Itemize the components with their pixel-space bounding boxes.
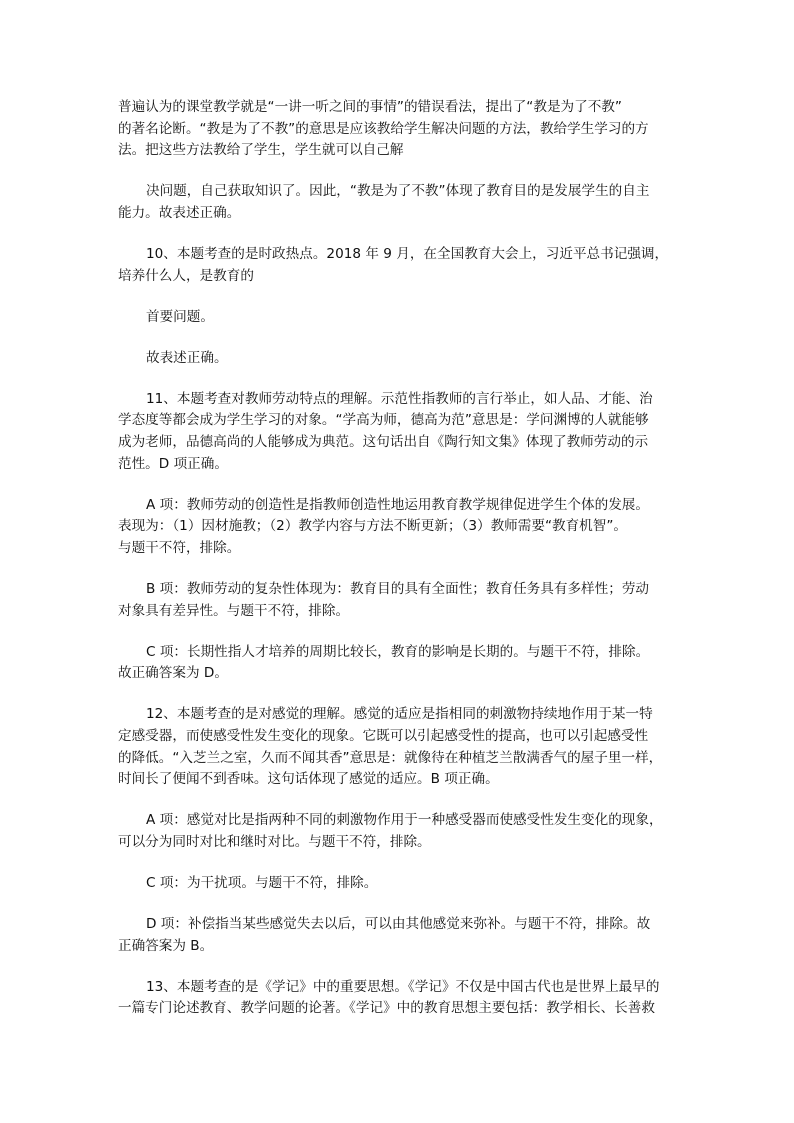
text-line: 正确答案为 B。 (118, 937, 214, 954)
text-line: 首要问题。 (146, 308, 214, 325)
text-line: 故表述正确。 (146, 349, 228, 366)
text-line: 可以分为同时对比和继时对比。与题干不符，排除。 (118, 833, 431, 850)
paragraph (118, 704, 688, 790)
paragraph (118, 307, 688, 329)
text-line: 学态度等都会成为学生学习的对象。“学高为师，德高为范”意思是：学问渊博的人就能够 (118, 412, 649, 429)
text-line: A 项：教师劳动的创造性是指教师创造性地运用教育教学规律促进学生个体的发展。 (146, 496, 649, 513)
text-line: 能力。故表述正确。 (118, 204, 241, 221)
text-line: 的降低。“入芝兰之室，久而不闻其香”意思是：就像待在种植芝兰散满香气的屋子里一样， (118, 749, 663, 766)
text-line: 12、本题考查的是对感觉的理解。感觉的适应是指相同的刺激物持续地作用于某一特 (146, 706, 653, 723)
text-line: 时间长了便闻不到香味。这句话体现了感觉的适应。B 项正确。 (118, 771, 499, 788)
text-line: 范性。D 项正确。 (118, 455, 228, 472)
text-line: C 项：长期性指人才培养的周期比较长，教育的影响是长期的。与题干不符，排除。 (146, 643, 650, 660)
text-line: 法。把这些方法教给了学生，学生就可以自己解 (118, 142, 404, 159)
paragraph (118, 642, 688, 685)
text-line: 故正确答案为 D。 (118, 665, 228, 682)
text-line: 一篇专门论述教育、教学问题的论著。《学记》中的教育思想主要包括：教学相长、长善救 (118, 1000, 655, 1017)
text-line: 的著名论断。“教是为了不教”的意思是应该教给学生解决问题的方法，教给学生学习的方 (118, 120, 649, 137)
text-line: 决问题，自己获取知识了。因此，“教是为了不教”体现了教育目的是发展学生的自主 (146, 183, 650, 200)
paragraph (118, 914, 688, 957)
paragraph (118, 495, 688, 560)
text-line: 与题干不符，排除。 (118, 539, 241, 556)
document-page (118, 97, 688, 1039)
text-line: 11、本题考查对教师劳动特点的理解。示范性指教师的言行举止，如人品、才能、治 (146, 390, 653, 407)
text-line: 成为老师，品德高尚的人能够成为典范。这句话出自《陶行知文集》体现了教师劳动的示 (118, 434, 649, 451)
text-line: 10、本题考查的是时政热点。2018 年 9 月，在全国教育大会上，习近平总书记强调， (146, 245, 669, 262)
text-line: A 项：感觉对比是指两种不同的刺激物作用于一种感受器而使感受性发生变化的现象， (146, 812, 663, 829)
paragraph (118, 348, 688, 370)
text-line: 13、本题考查的是《学记》中的重要思想。《学记》不仅是中国古代也是世界上最早的 (146, 978, 660, 995)
paragraph (118, 244, 688, 287)
text-line: 普遍认为的课堂教学就是“一讲一听之间的事情”的错误看法，提出了“教是为了不教” (118, 99, 622, 115)
text-line: 培养什么人，是教育的 (118, 267, 254, 284)
text-line: D 项：补偿指当某些感觉失去以后，可以由其他感觉来弥补。与题干不符，排除。故 (146, 916, 651, 933)
text-line: 定感受器，而使感受性发生变化的现象。它既可以引起感受性的提高，也可以引起感受性 (118, 727, 649, 744)
paragraph (118, 181, 688, 224)
text-line: 表现为：（1）因材施教；（2）教学内容与方法不断更新；（3）教师需要“教育机智”。 (118, 518, 628, 535)
text-line: 对象具有差异性。与题干不符，排除。 (118, 602, 350, 619)
paragraph (118, 97, 688, 162)
paragraph (118, 873, 688, 895)
paragraph (118, 579, 688, 622)
paragraph (118, 389, 688, 475)
text-line: C 项：为干扰项。与题干不符，排除。 (146, 874, 378, 891)
text-line: B 项：教师劳动的复杂性体现为：教育目的具有全面性；教育任务具有多样性；劳动 (146, 581, 650, 597)
paragraph (118, 977, 688, 1020)
paragraph (118, 810, 688, 853)
